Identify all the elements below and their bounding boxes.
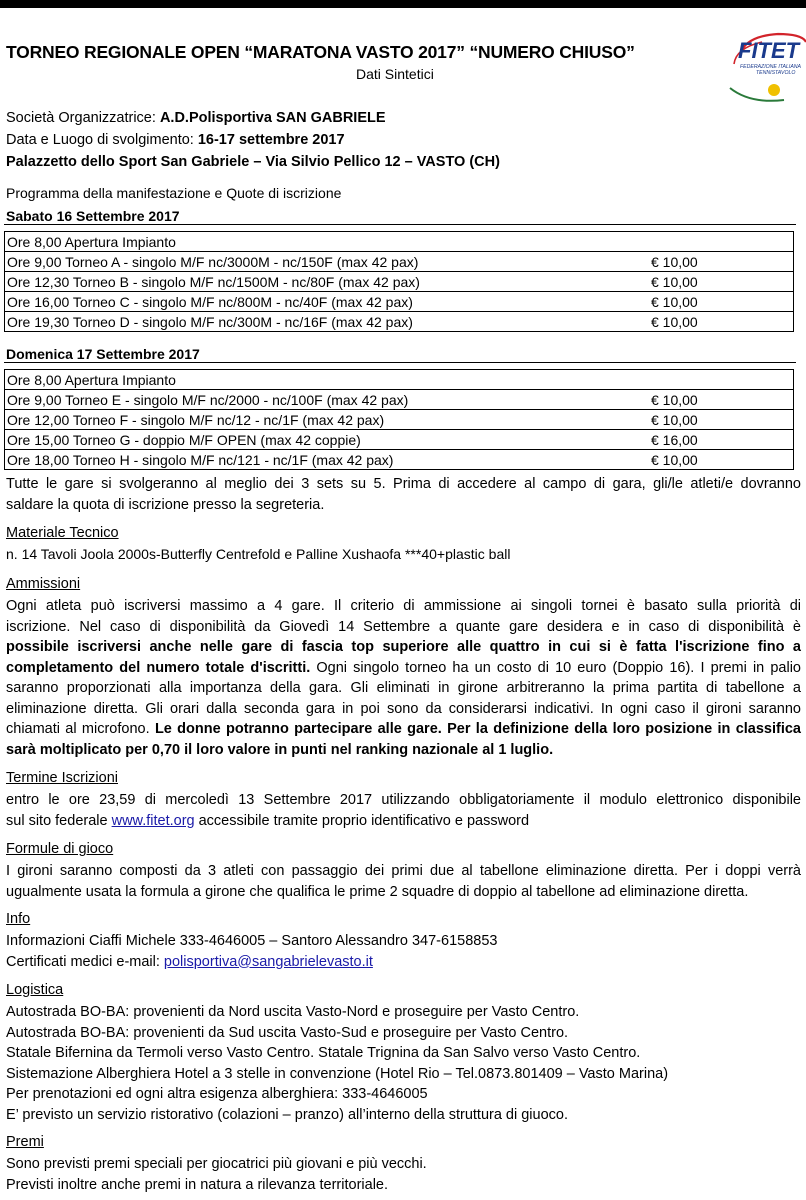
data-line: Data e Luogo di svolgimento: 16-17 settembre 2017 — [6, 132, 345, 148]
logistica-heading: Logistica — [6, 982, 64, 998]
logo-subtext-2: TENNISTAVOLO — [756, 70, 796, 76]
formule-heading: Formule di gioco — [6, 841, 114, 857]
table-row: Ore 19,30 Torneo D - singolo M/F nc/300M - nc/16F (max 42 pax) € 10,00 — [5, 312, 794, 332]
info-paragraph: Informazioni Ciaffi Michele 333-4646005 – Santoro Alessandro 347-6158853 Certificati medici e-mail: polisportiva@sangabrielevasto.it — [6, 933, 498, 970]
table-row: Ore 16,00 Torneo C - singolo M/F nc/800M - nc/40F (max 42 pax) € 10,00 — [5, 292, 794, 312]
info-heading: Info — [6, 911, 31, 927]
table-row: Ore 8,00 Apertura Impianto — [5, 370, 794, 390]
logistica-paragraph: Autostrada BO-BA: provenienti da Nord uscita Vasto-Nord e proseguire per Vasto Centro. Autostrada BO-BA: provenienti da Sud uscita Vasto-Sud e proseguire per Vasto Centro. Statale Bifernina da Termoli verso Vasto Centro. Statale Trignina da San Salvo verso Vasto Centro. Sistemazione Alberghiera Hotel a 3 stelle in convenzione (Hotel Rio – Tel.0873.801409 – Vasto Marina) Per prenotazioni ed ogni altra esigenza alberghiera: 333-4646005 E’ previsto un servizio ristorativo (colazioni – pranzo) all’interno della struttura di giuoco. — [6, 1004, 669, 1123]
table-row: Ore 15,00 Torneo G - doppio M/F OPEN (max 42 coppie) € 16,00 — [5, 430, 794, 450]
ball-icon — [768, 84, 780, 96]
table-row: Ore 9,00 Torneo E - singolo M/F nc/2000 - nc/100F (max 42 pax) € 10,00 — [5, 390, 794, 410]
table-row: Ore 12,00 Torneo F - singolo M/F nc/12 - nc/1F (max 42 pax) € 10,00 — [5, 410, 794, 430]
formule-paragraph: I gironi saranno composti da 3 atleti con passaggio dei primi due al tabellone eliminazione diretta. Per i doppi verrà ugualmente usata la formula a girone che qualifica le prime 2 squadre di doppio al tabellone ad eliminazione diretta. — [6, 863, 801, 900]
fitet-logo — [726, 28, 806, 108]
table-row: Ore 12,30 Torneo B - singolo M/F nc/1500M - nc/80F (max 42 pax) € 10,00 — [5, 272, 794, 292]
table-row: Ore 9,00 Torneo A - singolo M/F nc/3000M - nc/150F (max 42 pax) € 10,00 — [5, 252, 794, 272]
ammissioni-paragraph: Ogni atleta può iscriversi massimo a 4 gare. Il criterio di ammissione ai singoli tornei è basato sulla priorità di iscrizione. Nel caso di disponibilità da Giovedì 14 Settembre a quante gare desidera e in caso di disponibilità è possibile iscriversi anche nelle gare di fascia top superiore alle quattro in cui si è fatta l'iscrizione fino a completamento del numero totale d'iscritti. Ogni singolo torneo ha un costo di 10 euro (Doppio 16). I premi in palio saranno proporzionati alla importanza della gara. Gli eliminati in girone arbitreranno la prima partita di tabellone a eliminazione diretta. Gli orari dalla seconda gara in poi sono da considerarsi indicativi. In ogni caso il gironi saranno chiamati al microfono. Le donne potranno partecipare alle gare. Per la definizione della loro posizione in classifica sarà moltiplicato per 0,70 il loro valore in punti nel ranking nazionale al 1 luglio. — [6, 598, 801, 758]
logo-text: FITET — [738, 38, 800, 63]
fitet-link[interactable]: www.fitet.org — [111, 812, 195, 829]
saturday-title: Sabato 16 Settembre 2017 — [4, 208, 796, 225]
table-row: Ore 8,00 Apertura Impianto — [5, 232, 794, 252]
saturday-table — [4, 231, 794, 332]
premi-heading: Premi — [6, 1134, 44, 1150]
logo-subtext-1: FEDERAZIONE ITALIANA — [740, 64, 802, 70]
societa-line: Società Organizzatrice: A.D.Polisportiva SAN GABRIELE — [6, 110, 386, 126]
top-border — [0, 0, 806, 8]
sunday-table — [4, 369, 794, 470]
luogo-line: Palazzetto dello Sport San Gabriele – Via Silvio Pellico 12 – VASTO (CH) — [6, 154, 500, 170]
premi-paragraph: Sono previsti premi speciali per giocatrici più giovani e più vecchi. Previsti inoltre anche premi in natura a rilevanza territoriale. — [6, 1156, 427, 1193]
page-subtitle: Dati Sintetici — [356, 66, 434, 82]
termine-paragraph: entro le ore 23,59 di mercoledì 13 Settembre 2017 utilizzando obbligatoriamente il modulo elettronico disponibile sul sito federale www.fitet.org accessibile tramite proprio identificativo e password — [6, 792, 801, 829]
termine-heading: Termine Iscrizioni — [6, 770, 118, 786]
materiale-heading: Materiale Tecnico — [6, 525, 119, 541]
programma-line: Programma della manifestazione e Quote di iscrizione — [6, 185, 342, 201]
materiale-text: n. 14 Tavoli Joola 2000s-Butterfly Centrefold e Palline Xushaofa ***40+plastic ball — [6, 546, 511, 562]
email-link[interactable]: polisportiva@sangabrielevasto.it — [163, 953, 373, 970]
note-paragraph: Tutte le gare si svolgeranno al meglio dei 3 sets su 5. Prima di accedere al campo di gara, gli/le atleti/e dovranno saldare la quota di iscrizione presso la segreteria. — [6, 476, 801, 513]
sunday-title: Domenica 17 Settembre 2017 — [4, 346, 796, 363]
ammissioni-heading: Ammissioni — [6, 576, 81, 592]
page-title: TORNEO REGIONALE OPEN “MARATONA VASTO 2017” “NUMERO CHIUSO” — [6, 42, 635, 62]
table-row: Ore 18,00 Torneo H - singolo M/F nc/121 - nc/1F (max 42 pax) € 10,00 — [5, 450, 794, 470]
